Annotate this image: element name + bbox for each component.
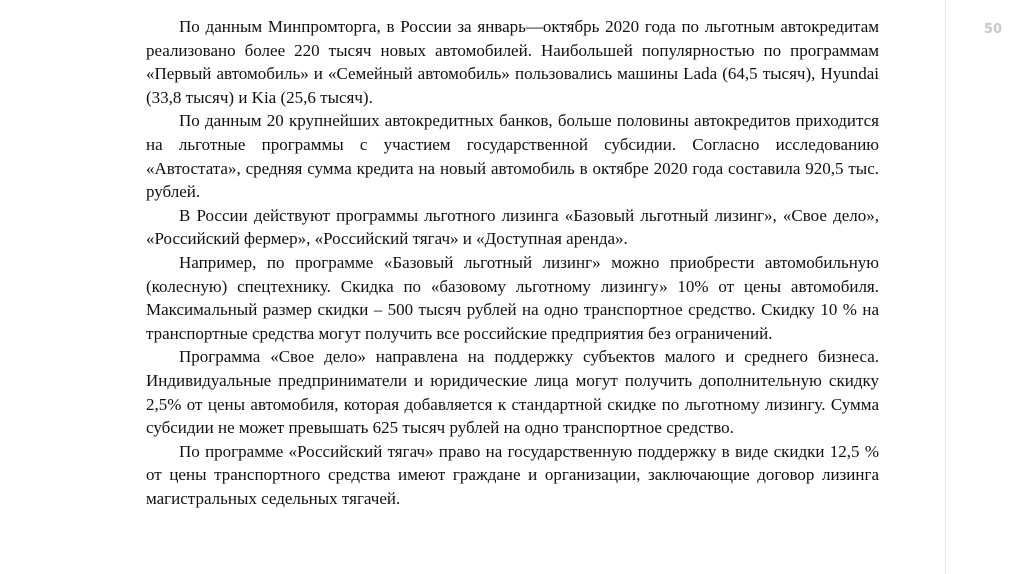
paragraph-russian-tractor: По программе «Российский тягач» право на государственную поддержку в виде скидки 12,5 % от цены транспортного средства имеют граждане и организации, заключающие договор лизинга магистральных седельных тягачей.	[146, 441, 879, 508]
paragraph-own-business: Программа «Свое дело» направлена на поддержку субъектов малого и среднего бизнеса. Индивидуальные предприниматели и юридические лица могут получить дополнительную скидку 2,5% от цены автомобиля, которая добавляется к стандартной скидке по льготному лизингу. Сумма субсидии не может превышать 625 тысяч рублей на одно транспортное средство.	[146, 347, 879, 438]
paragraph-autoloans: По данным Минпромторга, в России за январь—октябрь 2020 года по льготным автокредитам реализовано более 220 тысяч новых автомобилей. Наибольшей популярностью по программам «Первый автомобиль» и «Семейный автомобиль» пользовались машины Lada (64,5 тысяч), Hyundai (33,8 тысяч) и Kia (25,6 тысяч).	[146, 17, 879, 107]
paragraph-basic-leasing: Например, по программе «Базовый льготный лизинг» можно приобрести автомобильную (колесную) спецтехнику. Скидка по «базовому льготному лизингу» 10% от цены автомобиля. Максимальный размер скидки – 500 тысяч рублей на одно транспортное средство. Скидку 10 % на транспортные средства могут получить все российские предприятия без ограничений.	[146, 252, 879, 343]
text-body	[146, 15, 879, 510]
divider	[945, 0, 946, 574]
paragraph-banks: По данным 20 крупнейших автокредитных банков, больше половины автокредитов приходится на льготные программы с участием государственной субсидии. Согласно исследованию «Автостата», средняя сумма кредита на новый автомобиль в октябре 2020 года составила 920,5 тыс. рублей.	[146, 111, 879, 202]
page-number: 50	[983, 22, 1002, 37]
paragraph-leasing-programs: В России действуют программы льготного лизинга «Базовый льготный лизинг», «Свое дело», «Российский фермер», «Российский тягач» и «Доступная аренда».	[146, 205, 879, 249]
